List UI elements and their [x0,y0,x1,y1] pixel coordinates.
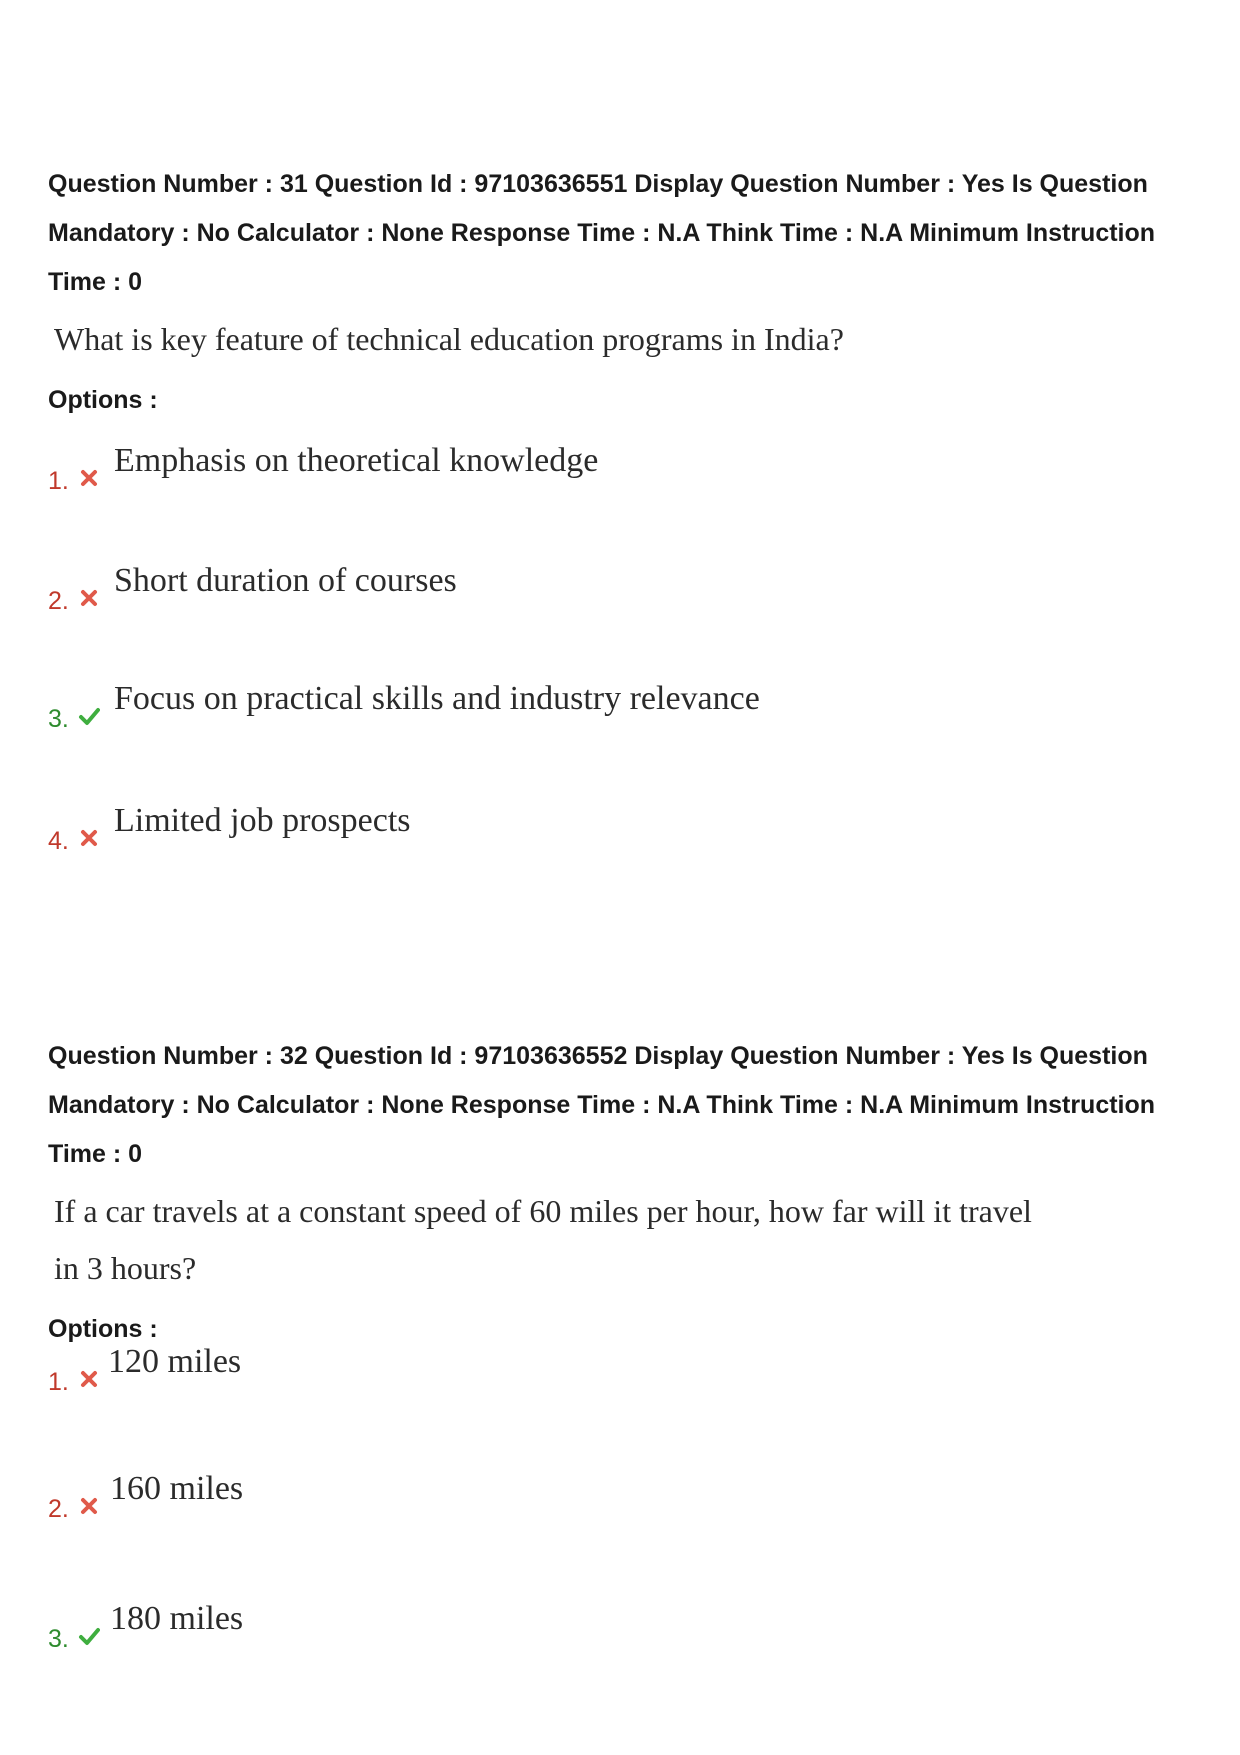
option-1 [48,1337,1148,1397]
option-text: Short duration of courses [114,562,457,599]
question-text-line: What is key feature of technical education programs in India? [54,321,844,357]
question-text [54,1183,1208,1297]
question-text [54,311,1208,368]
option-number: 1. [48,467,69,495]
question-meta-line: Time : 0 [48,1140,143,1168]
cross-icon [78,1495,100,1517]
option-4 [48,796,1148,856]
question-block-31 [48,160,1208,855]
question-text-line: in 3 hours? [54,1250,197,1286]
option-text: Limited job prospects [114,802,411,839]
cross-icon [78,587,100,609]
cross-icon [78,827,100,849]
question-meta-line: Time : 0 [48,268,143,296]
options-label: Options : [48,1315,158,1343]
option-text: 180 miles [110,1600,244,1637]
question-text-line: If a car travels at a constant speed of 60 miles per hour, how far will it travel [54,1193,1032,1229]
check-icon [78,1625,100,1647]
option-2 [48,1464,1148,1524]
option-3 [48,1594,1148,1654]
question-meta-line: Question Number : 32 Question Id : 97103636552 Display Question Number : Yes Is Question [48,1042,1148,1070]
option-number: 2. [48,587,69,615]
question-meta [48,160,1208,307]
option-text: Emphasis on theoretical knowledge [114,442,599,479]
question-block-32 [48,1032,1208,1653]
check-icon [78,705,100,727]
option-3 [48,674,1148,734]
question-meta-line: Mandatory : No Calculator : None Response Time : N.A Think Time : N.A Minimum Instruction [48,1091,1156,1119]
option-number: 2. [48,1495,69,1523]
question-meta-line: Mandatory : No Calculator : None Response Time : N.A Think Time : N.A Minimum Instruction [48,219,1156,247]
option-number: 3. [48,705,69,733]
cross-icon [78,1368,100,1390]
option-number: 4. [48,827,69,855]
option-text: 120 miles [108,1343,242,1380]
option-1 [48,436,1148,496]
option-number: 1. [48,1368,69,1396]
question-meta [48,1032,1208,1179]
option-2 [48,556,1148,616]
option-text: 160 miles [110,1470,244,1507]
option-text: Focus on practical skills and industry relevance [114,680,760,717]
options-label: Options : [48,386,158,414]
cross-icon [78,467,100,489]
question-meta-line: Question Number : 31 Question Id : 97103636551 Display Question Number : Yes Is Question [48,170,1148,198]
option-number: 3. [48,1625,69,1653]
